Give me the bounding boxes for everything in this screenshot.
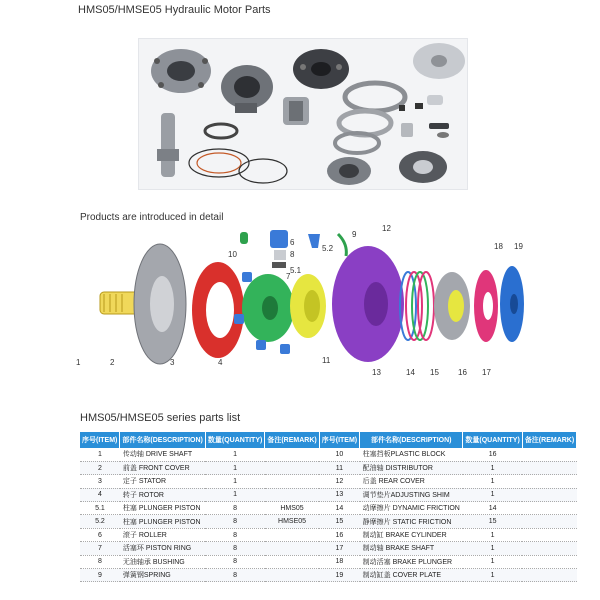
table-cell: 传动轴 DRIVE SHAFT xyxy=(120,448,206,461)
table-cell: 6 xyxy=(80,528,120,541)
distributor xyxy=(290,274,326,338)
table-cell: 15 xyxy=(463,515,522,528)
table-cell: 10 xyxy=(319,448,359,461)
table-cell: 1 xyxy=(463,475,522,488)
table-cell: 1 xyxy=(463,542,522,555)
table-cell: 1 xyxy=(205,475,264,488)
exploded-diagram xyxy=(60,222,540,382)
header-description-left: 部件名称(DESCRIPTION) xyxy=(120,432,206,448)
table-cell: 1 xyxy=(205,461,264,474)
header-description-right: 部件名称(DESCRIPTION) xyxy=(360,432,463,448)
callout-6: 6 xyxy=(290,238,295,247)
front-cover xyxy=(134,244,186,364)
spring xyxy=(338,234,346,256)
brake-cylinder-photo xyxy=(327,151,447,185)
table-row xyxy=(80,515,577,528)
table-row xyxy=(80,542,577,555)
table-cell: 16 xyxy=(463,448,522,461)
rotor-photo xyxy=(293,49,349,89)
distributor-photo xyxy=(283,97,309,125)
friction-plates-photo xyxy=(335,83,405,153)
table-cell: 8 xyxy=(80,555,120,568)
table-cell: 8 xyxy=(205,528,264,541)
table-cell: 16 xyxy=(319,528,359,541)
callout-8: 8 xyxy=(290,250,295,259)
parts-table xyxy=(80,432,575,582)
table-cell xyxy=(522,542,576,555)
table-cell: 柱塞挡板PLASTIC BLOCK xyxy=(360,448,463,461)
callout-5-2: 5.2 xyxy=(322,244,334,253)
table-cell xyxy=(522,488,576,501)
callout-15: 15 xyxy=(430,368,439,377)
table-row xyxy=(80,555,577,568)
table-cell xyxy=(522,461,576,474)
callout-13: 13 xyxy=(372,368,381,377)
table-cell xyxy=(265,542,319,555)
stator-photo xyxy=(221,65,273,113)
table-row xyxy=(80,475,577,488)
table-cell: 1 xyxy=(463,461,522,474)
table-row xyxy=(80,569,577,582)
table-row xyxy=(80,461,577,474)
table-cell: 定子 STATOR xyxy=(120,475,206,488)
table-cell xyxy=(522,475,576,488)
plastic-block xyxy=(240,232,248,244)
table-cell xyxy=(265,528,319,541)
table-cell xyxy=(522,555,576,568)
rear-cover xyxy=(332,246,404,362)
header-quantity-right: 数量(QUANTITY) xyxy=(463,432,522,448)
brake-cylinder xyxy=(434,272,470,340)
table-cell: 1 xyxy=(463,555,522,568)
callout-4: 4 xyxy=(218,358,223,367)
table-cell: 前盖 FRONT COVER xyxy=(120,461,206,474)
table-cell: 滚子 ROLLER xyxy=(120,528,206,541)
table-row xyxy=(80,488,577,501)
table-cell: 18 xyxy=(319,555,359,568)
table-cell: 8 xyxy=(205,502,264,515)
table-cell: 制动活塞 BRAKE PLUNGER xyxy=(360,555,463,568)
table-cell xyxy=(522,448,576,461)
table-row xyxy=(80,502,577,515)
table-cell: 9 xyxy=(80,569,120,582)
table-cell xyxy=(522,502,576,515)
callout-9: 9 xyxy=(352,230,357,239)
callout-5-1: 5.1 xyxy=(290,266,302,275)
table-cell: 17 xyxy=(319,542,359,555)
callout-18: 18 xyxy=(494,242,503,251)
callout-3: 3 xyxy=(170,358,175,367)
table-header-row xyxy=(80,432,577,448)
section-heading-list: HMS05/HMSE05 series parts list xyxy=(80,412,241,424)
callout-10: 10 xyxy=(228,250,237,259)
stator xyxy=(192,262,244,358)
header-quantity-left: 数量(QUANTITY) xyxy=(205,432,264,448)
table-cell: HMSE05 xyxy=(265,515,319,528)
callout-14: 14 xyxy=(406,368,415,377)
table-cell: 无油轴承 BUSHING xyxy=(120,555,206,568)
callout-11: 11 xyxy=(322,356,331,365)
table-cell: 14 xyxy=(319,502,359,515)
table-cell: 配油轴 DISTRIBUTOR xyxy=(360,461,463,474)
table-cell: 1 xyxy=(80,448,120,461)
friction-plates xyxy=(400,272,434,340)
piston-5-2 xyxy=(308,234,320,248)
table-cell: 8 xyxy=(205,542,264,555)
table-cell: 1 xyxy=(463,528,522,541)
table-cell: 2 xyxy=(80,461,120,474)
table-cell: 制动缸盖 COVER PLATE xyxy=(360,569,463,582)
table-cell xyxy=(265,475,319,488)
table-cell xyxy=(265,488,319,501)
table-row xyxy=(80,448,577,461)
table-cell: 11 xyxy=(319,461,359,474)
header-remark-right: 备注(REMARK) xyxy=(522,432,576,448)
front-cover-photo xyxy=(151,49,211,93)
table-cell: 15 xyxy=(319,515,359,528)
callout-1: 1 xyxy=(76,358,81,367)
table-cell xyxy=(265,448,319,461)
table-row xyxy=(80,528,577,541)
table-cell: 4 xyxy=(80,488,120,501)
table-cell: 12 xyxy=(319,475,359,488)
table-cell: 动摩擦片 DYNAMIC FRICTION xyxy=(360,502,463,515)
table-cell: 8 xyxy=(205,555,264,568)
table-cell: 1 xyxy=(205,488,264,501)
table-cell: HMS05 xyxy=(265,502,319,515)
table-cell: 调节垫片ADJUSTING SHIM xyxy=(360,488,463,501)
table-cell: 后盖 REAR COVER xyxy=(360,475,463,488)
table-cell xyxy=(522,515,576,528)
table-cell: 静摩擦片 STATIC FRICTION xyxy=(360,515,463,528)
cover-plate xyxy=(500,266,524,342)
shaft-photo xyxy=(157,113,179,177)
callout-12: 12 xyxy=(382,224,391,233)
table-cell xyxy=(265,569,319,582)
table-cell: 转子 ROTOR xyxy=(120,488,206,501)
table-cell: 制动轴 BRAKE SHAFT xyxy=(360,542,463,555)
table-cell: 制动缸 BRAKE CYLINDER xyxy=(360,528,463,541)
callout-17: 17 xyxy=(482,368,491,377)
table-cell: 5.2 xyxy=(80,515,120,528)
parts-photo xyxy=(138,38,468,190)
table-cell: 7 xyxy=(80,542,120,555)
callout-19: 19 xyxy=(514,242,523,251)
table-cell: 14 xyxy=(463,502,522,515)
seals-photo xyxy=(189,124,287,183)
table-cell: 13 xyxy=(319,488,359,501)
plate-photo xyxy=(413,43,465,79)
section-heading-detail: Products are introduced in detail xyxy=(80,212,224,223)
table-cell: 19 xyxy=(319,569,359,582)
table-cell: 弹簧钢SPRING xyxy=(120,569,206,582)
table-cell: 柱塞 PLUNGER PISTON xyxy=(120,502,206,515)
table-cell: 1 xyxy=(205,448,264,461)
page-title: HMS05/HMSE05 Hydraulic Motor Parts xyxy=(78,4,271,16)
callout-2: 2 xyxy=(110,358,115,367)
table-cell xyxy=(522,569,576,582)
exploded-diagram-svg xyxy=(60,222,540,382)
header-item-right: 序号(ITEM) xyxy=(319,432,359,448)
table-cell: 柱塞 PLUNGER PISTON xyxy=(120,515,206,528)
table-cell: 1 xyxy=(463,488,522,501)
parts-table-grid xyxy=(80,432,577,582)
table-cell xyxy=(522,528,576,541)
piston-assembly xyxy=(270,230,288,268)
callout-7: 7 xyxy=(286,272,291,281)
table-cell xyxy=(265,555,319,568)
header-remark-left: 备注(REMARK) xyxy=(265,432,319,448)
table-cell: 1 xyxy=(463,569,522,582)
table-cell: 8 xyxy=(205,515,264,528)
rotor xyxy=(242,274,294,342)
table-cell xyxy=(265,461,319,474)
header-item-left: 序号(ITEM) xyxy=(80,432,120,448)
callout-16: 16 xyxy=(458,368,467,377)
table-cell: 活塞环 PISTON RING xyxy=(120,542,206,555)
brake-plunger xyxy=(474,270,498,342)
small-parts-photo xyxy=(399,95,449,138)
table-cell: 3 xyxy=(80,475,120,488)
table-cell: 5.1 xyxy=(80,502,120,515)
table-cell: 8 xyxy=(205,569,264,582)
parts-photo-illustration xyxy=(139,39,469,191)
